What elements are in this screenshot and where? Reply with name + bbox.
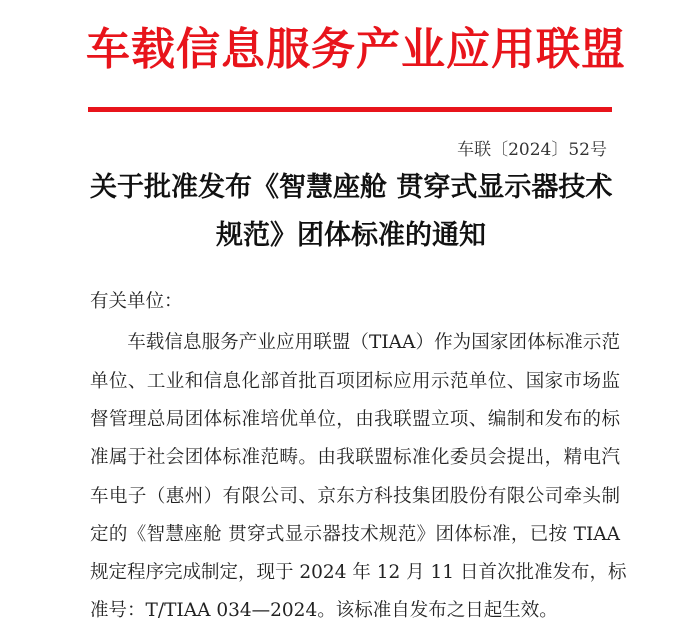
document-title-line-1: 关于批准发布《智慧座舱 贯穿式显示器技术	[90, 172, 613, 203]
letterhead-divider	[88, 107, 612, 112]
body-line: 督管理总局团体标准培优单位，由我联盟立项、编制和发布的标	[90, 409, 620, 430]
body-line: 准属于社会团体标准范畴。由我联盟标准化委员会提出，精电汽	[90, 447, 620, 468]
body-line: 单位、工业和信息化部首批百项团标应用示范单位、国家市场监	[90, 371, 620, 392]
document-number: 车联〔2024〕52号	[457, 140, 607, 160]
body-line: 定的《智慧座舱 贯穿式显示器技术规范》团体标准，已按 TIAA	[90, 524, 620, 545]
salutation: 有关单位：	[90, 291, 183, 312]
body-line: 车载信息服务产业应用联盟（TIAA）作为国家团体标准示范	[90, 332, 620, 353]
body-line: 规定程序完成制定，现于 2024 年 12 月 11 日首次批准发布，标	[90, 562, 627, 583]
body-line: 准号：T/TIAA 034—2024。该标准自发布之日起生效。	[90, 600, 558, 621]
body-line: 车电子（惠州）有限公司、京东方科技集团股份有限公司牵头制	[90, 486, 620, 507]
document-title-line-2: 规范》团体标准的通知	[216, 220, 486, 251]
organization-letterhead: 车载信息服务产业应用联盟	[86, 24, 626, 75]
